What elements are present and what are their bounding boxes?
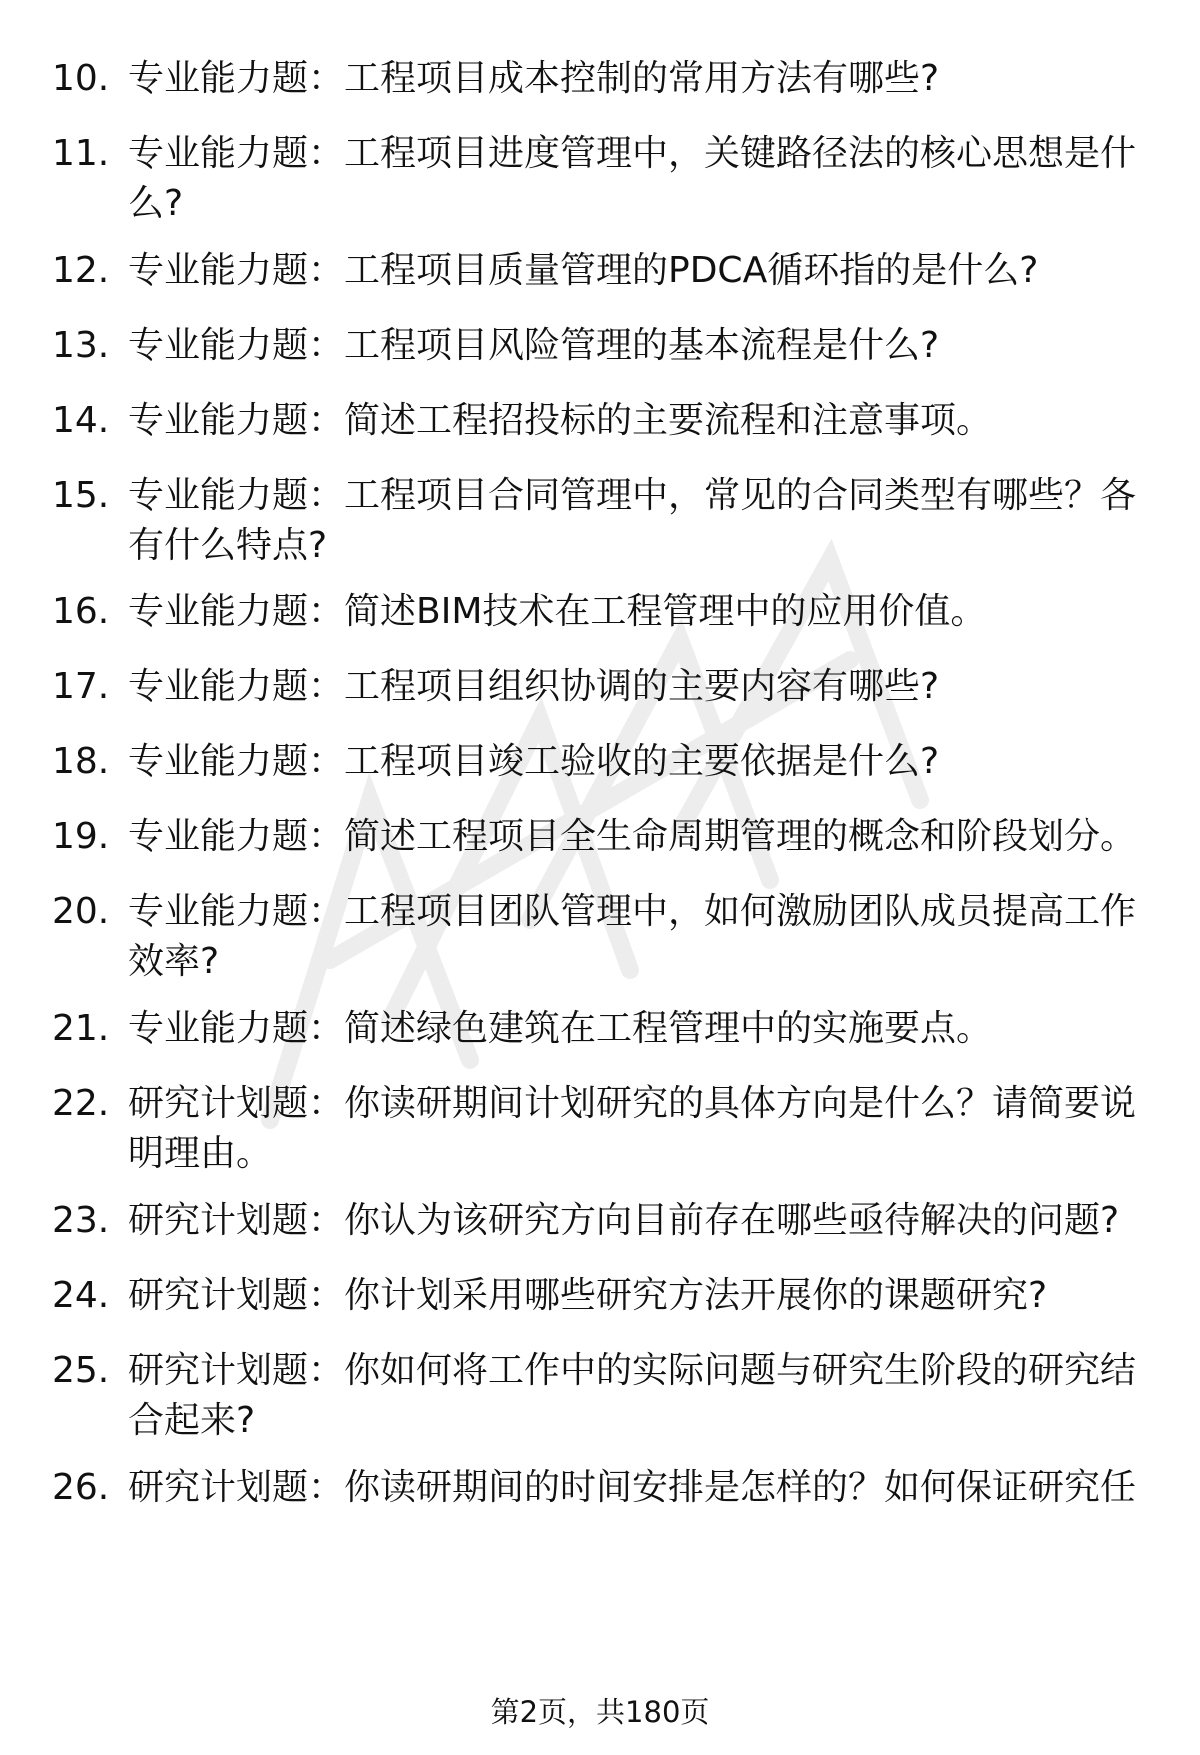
item-text: 专业能力题：简述BIM技术在工程管理中的应用价值。 xyxy=(128,591,987,632)
item-number: 18. xyxy=(52,741,110,782)
item-number: 24. xyxy=(52,1275,110,1316)
item-text: 专业能力题：工程项目风险管理的基本流程是什么? xyxy=(128,325,940,366)
item-number: 11. xyxy=(52,133,110,174)
page-footer: 第2页，共180页 xyxy=(490,1695,710,1729)
item-text: 研究计划题：你读研期间计划研究的具体方向是什么？请简要说明理由。 xyxy=(128,1083,1137,1174)
item-text: 专业能力题：工程项目团队管理中，如何激励团队成员提高工作效率? xyxy=(128,891,1137,982)
item-text: 研究计划题：你计划采用哪些研究方法开展你的课题研究? xyxy=(128,1275,1048,1316)
item-number: 26. xyxy=(52,1467,110,1508)
item-text: 研究计划题：你认为该研究方向目前存在哪些亟待解决的问题? xyxy=(128,1200,1120,1241)
item-number: 19. xyxy=(52,816,110,857)
item-number: 22. xyxy=(52,1083,110,1124)
item-text: 专业能力题：工程项目竣工验收的主要依据是什么? xyxy=(128,741,940,782)
item-text: 专业能力题：简述绿色建筑在工程管理中的实施要点。 xyxy=(128,1008,993,1049)
item-number: 23. xyxy=(52,1200,110,1241)
item-number: 15. xyxy=(52,475,110,516)
item-number: 12. xyxy=(52,250,110,291)
item-number: 17. xyxy=(52,666,110,707)
item-text: 专业能力题：工程项目进度管理中，关键路径法的核心思想是什么? xyxy=(128,133,1137,224)
item-number: 14. xyxy=(52,400,110,441)
item-number: 21. xyxy=(52,1008,110,1049)
item-text: 专业能力题：工程项目成本控制的常用方法有哪些? xyxy=(128,58,940,99)
item-text: 专业能力题：工程项目质量管理的PDCA循环指的是什么? xyxy=(128,250,1039,291)
item-number: 16. xyxy=(52,591,110,632)
item-number: 20. xyxy=(52,891,110,932)
item-number: 25. xyxy=(52,1350,110,1391)
item-text: 专业能力题：工程项目合同管理中，常见的合同类型有哪些？各有什么特点? xyxy=(128,475,1137,566)
item-number: 13. xyxy=(52,325,110,366)
item-text: 专业能力题：工程项目组织协调的主要内容有哪些? xyxy=(128,666,940,707)
item-text: 研究计划题：你读研期间的时间安排是怎样的？如何保证研究任 xyxy=(128,1467,1137,1508)
item-text: 专业能力题：简述工程项目全生命周期管理的概念和阶段划分。 xyxy=(128,816,1137,857)
item-text: 专业能力题：简述工程招投标的主要流程和注意事项。 xyxy=(128,400,993,441)
item-number: 10. xyxy=(52,58,110,99)
item-text: 研究计划题：你如何将工作中的实际问题与研究生阶段的研究结合起来? xyxy=(128,1350,1137,1441)
